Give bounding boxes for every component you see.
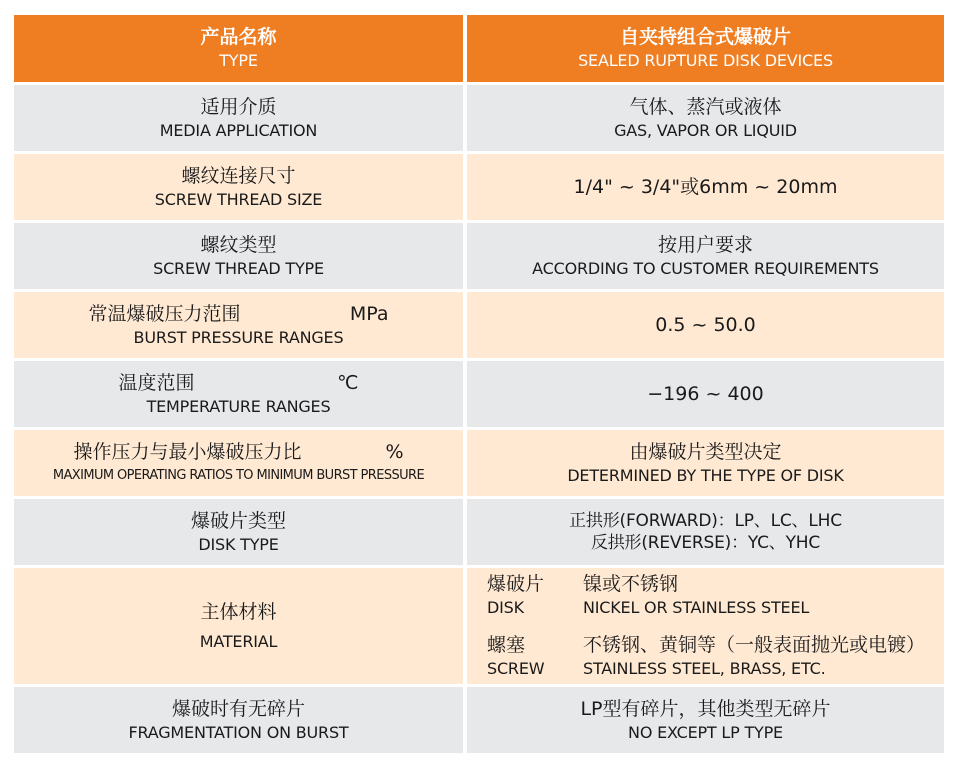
- value-cell: [467, 430, 944, 496]
- disk-val-zh: 镍或不锈钢: [583, 573, 679, 595]
- label-zh: 操作压力与最小爆破压力比: [73, 440, 302, 463]
- header-type-en: TYPE: [219, 51, 258, 70]
- label-zh: 温度范围: [118, 371, 195, 394]
- label-en: BURST PRESSURE RANGES: [133, 327, 344, 347]
- label-cell: [14, 568, 463, 684]
- value-text: −196 ~ 400: [647, 382, 764, 405]
- table-row-media: [14, 85, 944, 151]
- unit-label: ℃: [337, 371, 359, 394]
- label-en: FRAGMENTATION ON BURST: [128, 722, 349, 742]
- value-line-forward: 正拱形(FORWARD)：LP、LC、LHC: [569, 511, 842, 531]
- material-screw-zh-row: [487, 633, 925, 658]
- table-row-fragmentation: [14, 687, 944, 753]
- value-cell: [467, 568, 944, 684]
- label-zh-line: [89, 302, 389, 327]
- value-cell: [467, 499, 944, 565]
- screw-key-en: SCREW: [487, 659, 545, 678]
- value-cell: [467, 361, 944, 427]
- label-en: SCREW THREAD SIZE: [154, 189, 323, 209]
- label-en: MEDIA APPLICATION: [159, 120, 318, 140]
- value-cell: [467, 154, 944, 220]
- label-cell: [14, 85, 463, 151]
- value-en: DETERMINED BY THE TYPE OF DISK: [567, 465, 844, 485]
- label-cell: [14, 223, 463, 289]
- label-en: MAXIMUM OPERATING RATIOS TO MINIMUM BURST PRESSURE: [52, 467, 425, 483]
- label-zh-line: [74, 440, 404, 465]
- header-product-en: SEALED RUPTURE DISK DEVICES: [578, 51, 833, 70]
- label-zh: 爆破片类型: [190, 509, 286, 532]
- label-zh: 螺纹连接尺寸: [181, 164, 296, 187]
- screw-val-en: STAINLESS STEEL, BRASS, ETC.: [583, 659, 826, 678]
- label-en: SCREW THREAD TYPE: [153, 258, 324, 278]
- header-type-zh: 产品名称: [200, 26, 277, 48]
- label-cell: [14, 292, 463, 358]
- value-cell: [467, 687, 944, 753]
- label-en: MATERIAL: [199, 631, 278, 651]
- value-zh: LP型有碎片，其他类型无碎片: [580, 697, 831, 720]
- disk-val-en: NICKEL OR STAINLESS STEEL: [583, 598, 810, 617]
- disk-key-zh: 爆破片: [487, 573, 545, 595]
- label-cell: [14, 499, 463, 565]
- table-row-temperature: [14, 361, 944, 427]
- disk-key-en: DISK: [487, 598, 524, 617]
- value-en: GAS, VAPOR OR LIQUID: [614, 120, 797, 140]
- unit-label: MPa: [349, 302, 389, 325]
- value-text: 0.5 ~ 50.0: [655, 313, 756, 336]
- material-screw-en-row: [487, 658, 825, 680]
- label-zh: 常温爆破压力范围: [88, 302, 241, 325]
- label-en: TEMPERATURE RANGES: [146, 396, 331, 416]
- table-row-material: [14, 568, 944, 684]
- label-zh-line: [119, 371, 359, 396]
- label-en: DISK TYPE: [198, 534, 279, 554]
- table-header-row: [14, 15, 944, 82]
- value-en: ACCORDING TO CUSTOMER REQUIREMENTS: [532, 258, 879, 278]
- value-zh: 由爆破片类型决定: [629, 440, 782, 463]
- header-type-cell: [14, 15, 463, 82]
- value-line-reverse: 反拱形(REVERSE)：YC、YHC: [590, 533, 821, 553]
- label-cell: [14, 154, 463, 220]
- screw-val-zh: 不锈钢、黄铜等（一般表面抛光或电镀）: [583, 634, 926, 656]
- value-cell: [467, 223, 944, 289]
- table-row-thread-size: [14, 154, 944, 220]
- label-zh: 螺纹类型: [200, 233, 277, 256]
- table-row-disk-type: [14, 499, 944, 565]
- material-disk-zh-row: [487, 572, 678, 597]
- screw-key-zh: 螺塞: [487, 634, 526, 656]
- label-zh: 适用介质: [200, 95, 277, 118]
- label-zh: 爆破时有无碎片: [171, 697, 305, 720]
- label-cell: [14, 430, 463, 496]
- label-zh: 主体材料: [200, 600, 277, 623]
- label-cell: [14, 687, 463, 753]
- label-cell: [14, 361, 463, 427]
- header-product-zh: 自夹持组合式爆破片: [619, 26, 791, 48]
- material-disk-en-row: [487, 597, 809, 619]
- header-product-cell: [467, 15, 944, 82]
- table-row-burst-pressure: [14, 292, 944, 358]
- table-row-operating-ratio: [14, 430, 944, 496]
- table-row-thread-type: [14, 223, 944, 289]
- value-text: 1/4" ~ 3/4"或6mm ~ 20mm: [573, 175, 838, 198]
- value-zh: 气体、蒸汽或液体: [629, 95, 782, 118]
- value-zh: 按用户要求: [657, 233, 753, 256]
- unit-label: %: [385, 440, 404, 463]
- value-en: NO EXCEPT LP TYPE: [628, 722, 783, 742]
- value-cell: [467, 292, 944, 358]
- value-cell: [467, 85, 944, 151]
